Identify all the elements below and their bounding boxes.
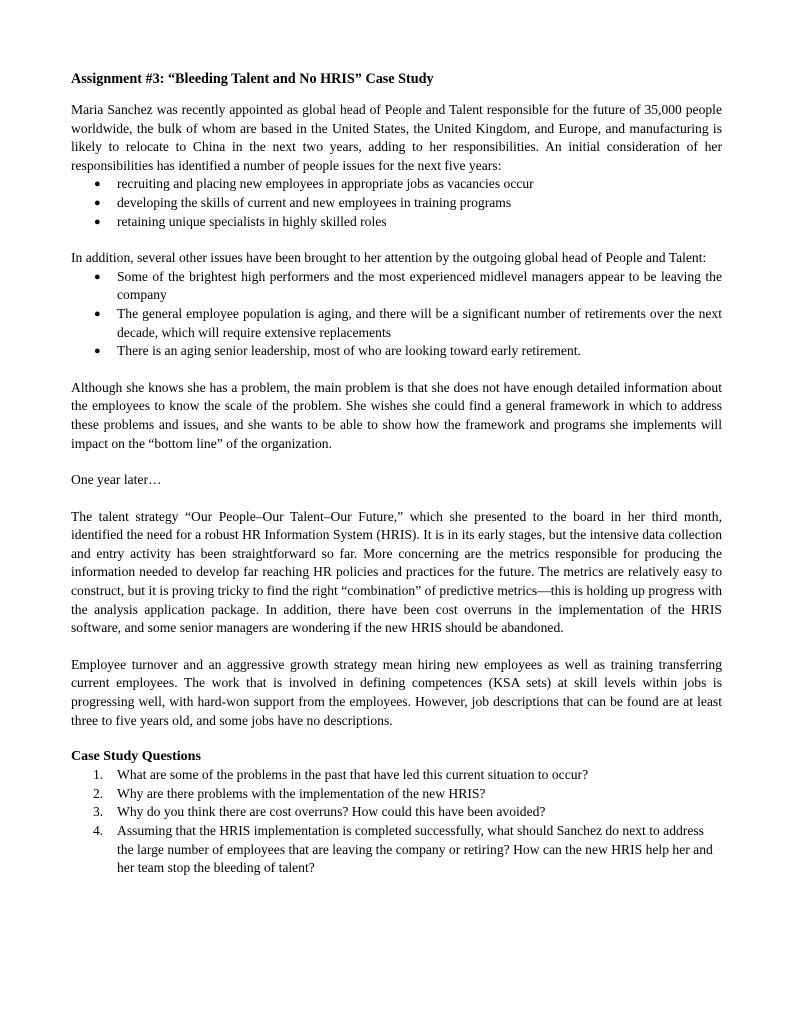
spacer — [71, 730, 722, 748]
intro-paragraph: Maria Sanchez was recently appointed as global head of People and Talent responsible for the future of 35,000 people worldwide, the bulk of whom are based in the United States, the United Kingdom, and Europe, and manufacturing is likely to relocate to China in the next two years, adding to her responsibilities. An initial consideration of her responsibilities has identified a number of people issues for the next five years: — [71, 102, 722, 173]
bullet-icon: ● — [94, 215, 101, 228]
turnover-paragraph: Employee turnover and an aggressive growth strategy mean hiring new employees as well as training transferring current employees. The work that is involved in defining competences (KSA sets) at skill levels within jobs is progressing well, with hard-won support from the employees. However, job descriptions that can be found are at least three to five years old, and some jobs have no descriptions. — [71, 656, 722, 728]
spacer — [71, 361, 722, 379]
list-item — [93, 803, 722, 822]
question-text: Why are there problems with the implementation of the new HRIS? — [117, 785, 486, 801]
list-item: ● There is an aging senior leadership, most of who are looking toward early retirement. — [117, 342, 722, 361]
question-text: Why do you think there are cost overruns? How could this have been avoided? — [117, 804, 546, 820]
questions-heading: Case Study Questions — [71, 749, 201, 765]
strategy-paragraph: The talent strategy “Our People–Our Talent–Our Future,” which she presented to the board in her third month, identified the need for a robust HR Information System (HRIS). It is in its early stages, but the intensive data collection and entry activity has been straightforward so far. More concerning are the metrics responsible for producing the information needed to develop far reaching HR policies and practices for the future. The metrics are relatively easy to construct, but it is proving tricky to find the right “combination” of predictive metrics—this is holding up progress with the analysis application package. In addition, there have been cost overruns in the implementation of the HRIS software, and some senior managers are wondering if the new HRIS should be abandoned. — [71, 508, 722, 636]
question-number: 1. — [93, 767, 104, 783]
bullet-icon: ● — [94, 307, 101, 320]
list-item — [93, 766, 722, 785]
list-item — [93, 785, 722, 804]
bullet-icon: ● — [94, 196, 101, 209]
list-item — [93, 822, 722, 878]
question-text: Assuming that the HRIS implementation is completed successfully, what should Sanchez do next to address the large number of employees that are leaving the company or retiring? How can the new HRIS help her and her team stop the bleeding of talent? — [117, 823, 713, 876]
questions-list — [71, 766, 722, 878]
list-item: ● retaining unique specialists in highly skilled roles — [117, 213, 722, 232]
bullet-icon: ● — [94, 270, 101, 283]
bullet-icon: ● — [94, 345, 101, 358]
bullet-icon: ● — [94, 178, 101, 191]
spacer — [71, 490, 722, 508]
list-item: ● recruiting and placing new employees in appropriate jobs as vacancies occur — [117, 175, 722, 194]
document-page — [71, 70, 722, 878]
problem-paragraph: Although she knows she has a problem, the main problem is that she does not have enough detailed information about the employees to know the scale of the problem. She wishes she could find a general framework in which to address these problems and issues, and she wants to be able to show how the framework and programs she implements will impact on the “bottom line” of the organization. — [71, 379, 722, 451]
question-text: What are some of the problems in the past that have led this current situation to occur? — [117, 767, 589, 783]
spacer — [71, 231, 722, 249]
additional-issues-paragraph: In addition, several other issues have been brought to her attention by the outgoing global head of People and Talent: — [71, 250, 707, 266]
question-number: 4. — [93, 823, 104, 838]
spacer — [71, 453, 722, 471]
additional-bullet-list — [71, 268, 722, 361]
list-item: ● Some of the brightest high performers and the most experienced midlevel managers appear to be leaving the company — [94, 268, 722, 303]
spacer — [71, 638, 722, 656]
list-item: ● The general employee population is aging, and there will be a significant number of retirements over the next decade, which will require extensive replacements — [94, 305, 722, 340]
one-year-later-line: One year later… — [71, 472, 162, 488]
question-number: 2. — [93, 785, 104, 801]
intro-bullet-list — [71, 175, 722, 231]
document-title: Assignment #3: “Bleeding Talent and No HRIS” Case Study — [71, 71, 434, 87]
list-item: ● developing the skills of current and new employees in training programs — [117, 194, 722, 213]
question-number: 3. — [93, 804, 104, 820]
